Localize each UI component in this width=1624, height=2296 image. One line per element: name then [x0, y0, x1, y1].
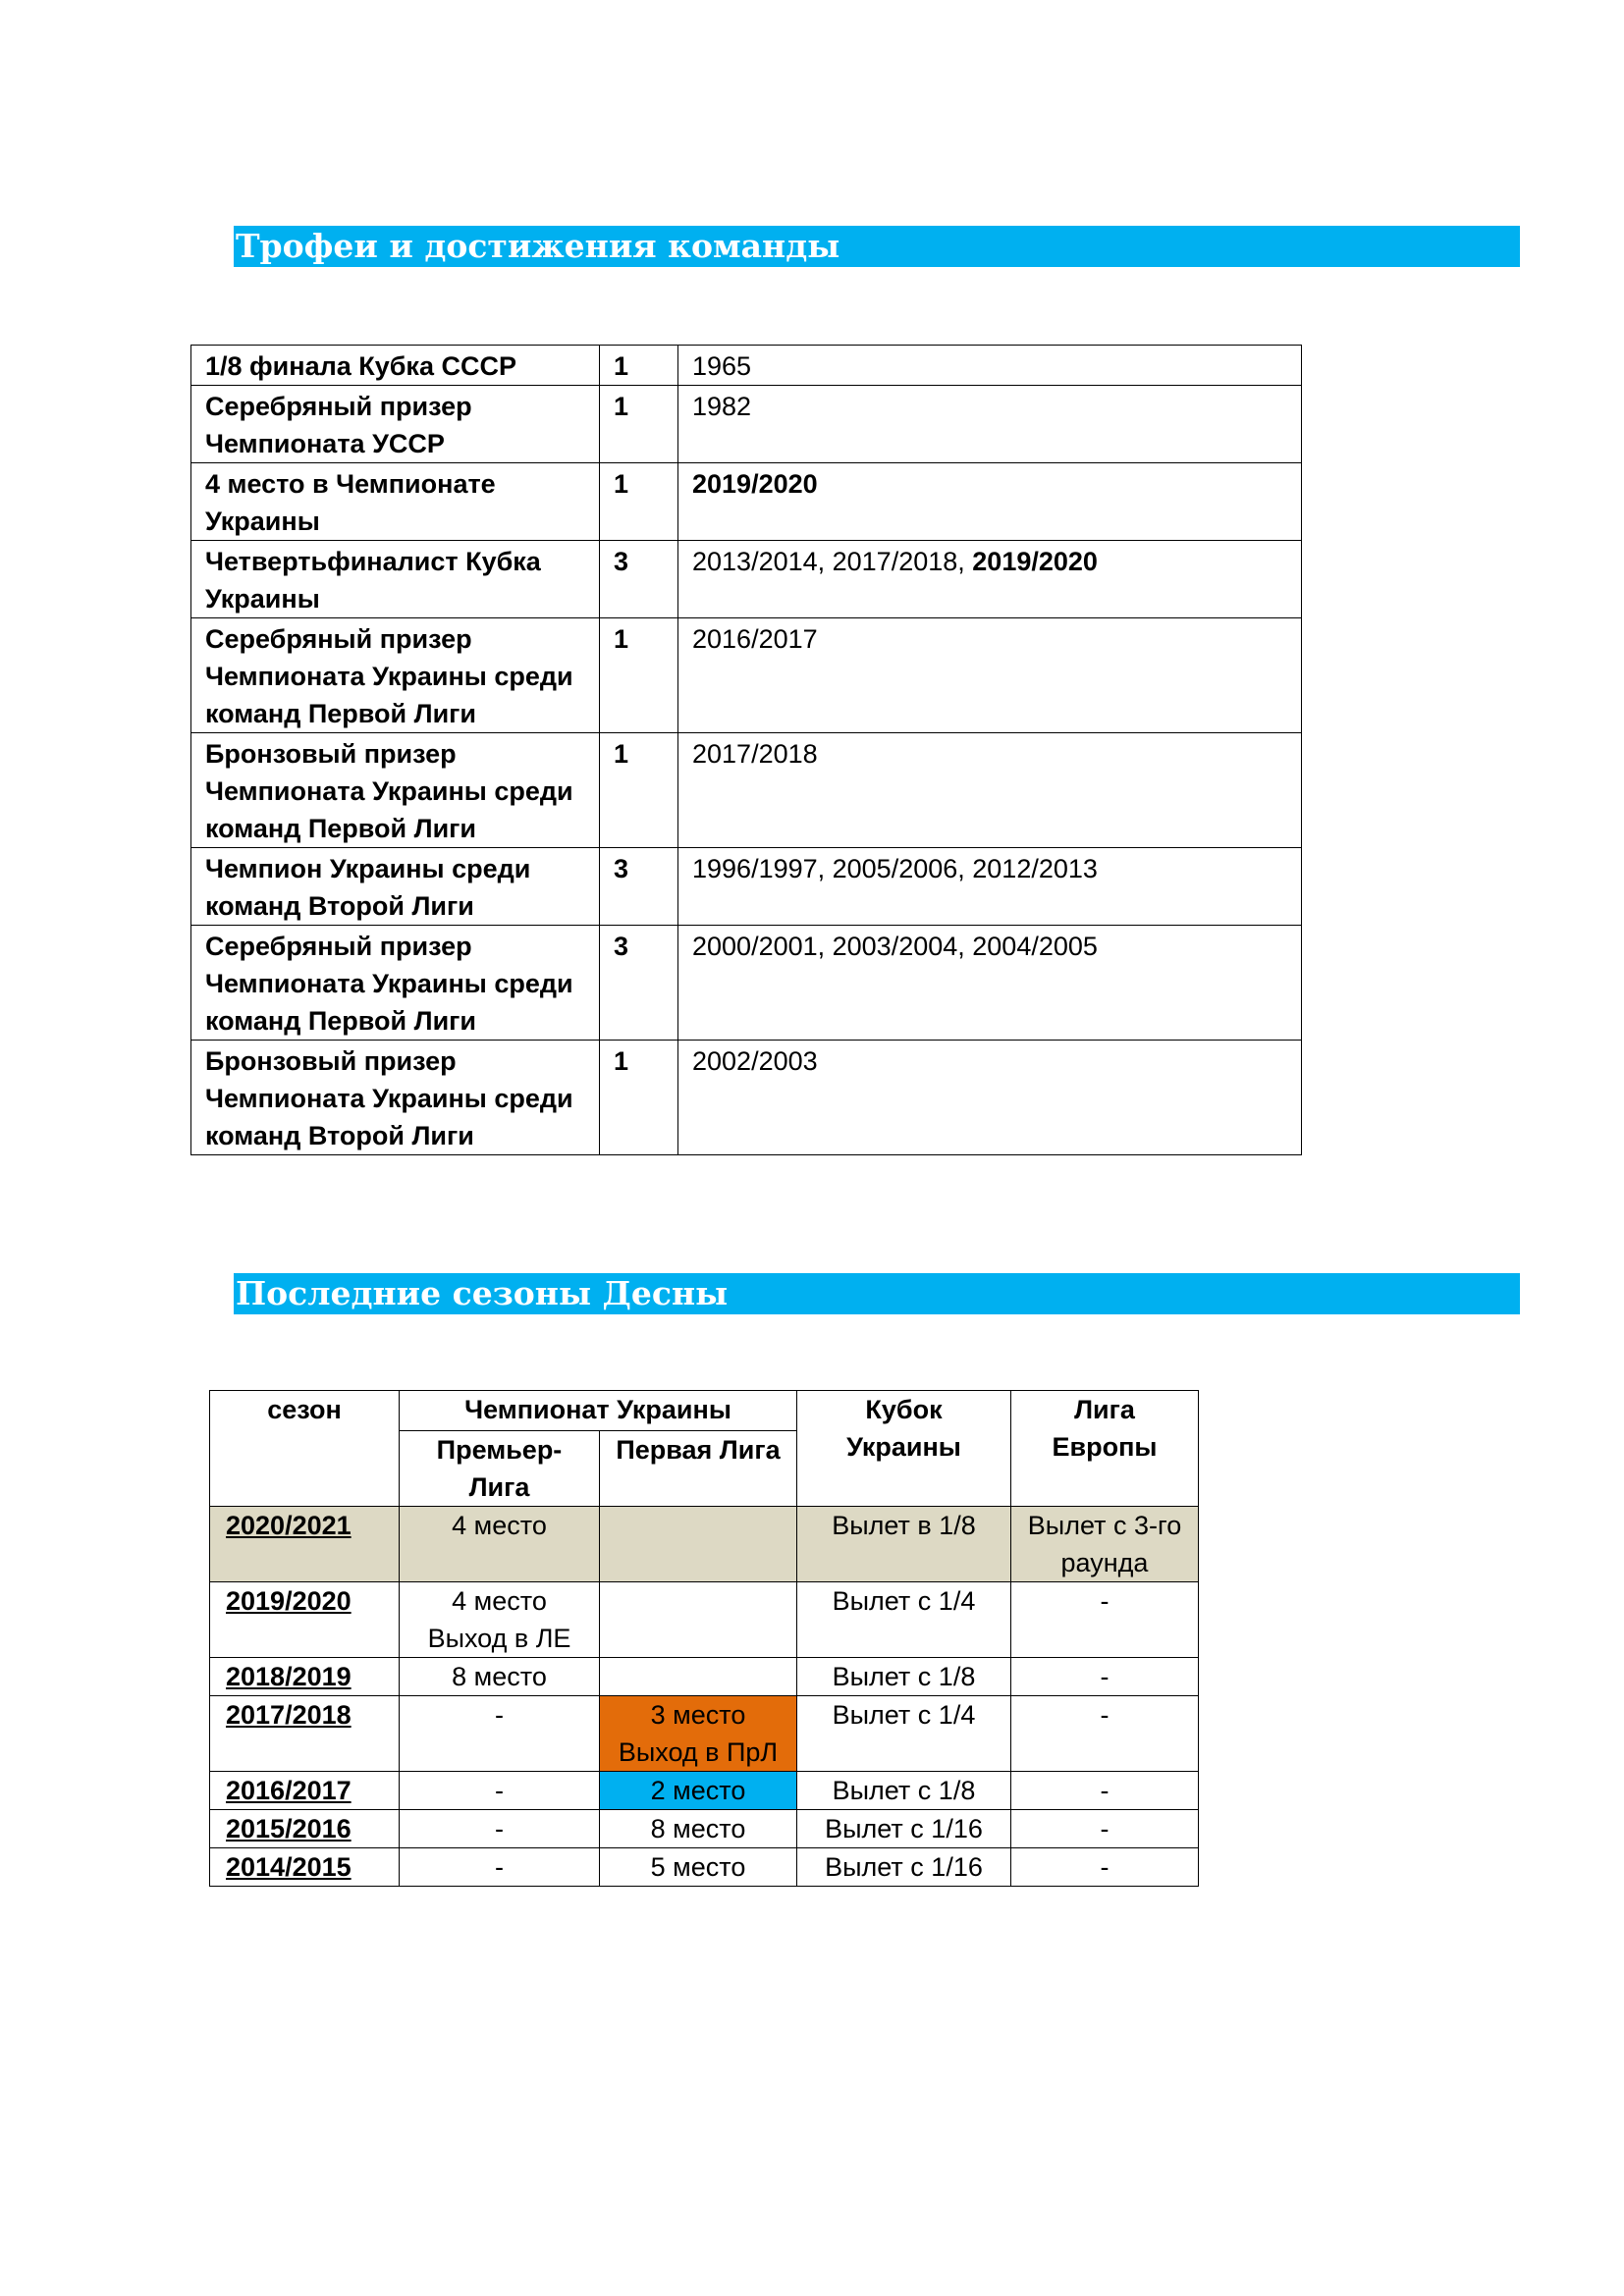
trophy-row	[191, 926, 1302, 1041]
season-cell: 2014/2015	[210, 1848, 400, 1887]
cup-cell: Вылет с 1/8	[797, 1772, 1011, 1810]
header-premier-league: Премьер-Лига	[400, 1431, 600, 1507]
trophy-year-text: 2016/2017	[692, 624, 818, 654]
season-cell: 2015/2016	[210, 1810, 400, 1848]
trophy-count: 1	[600, 1041, 678, 1155]
trophy-name: 1/8 финала Кубка СССР	[191, 346, 600, 386]
trophy-row	[191, 463, 1302, 541]
trophy-count: 3	[600, 848, 678, 926]
cup-cell: Вылет с 1/8	[797, 1658, 1011, 1696]
premier-league-cell: 4 место	[400, 1507, 600, 1582]
europa-league-cell: -	[1011, 1582, 1199, 1658]
trophies-heading: Трофеи и достижения команды	[234, 226, 1520, 267]
trophy-years	[678, 541, 1302, 618]
europa-league-cell: -	[1011, 1658, 1199, 1696]
europa-league-cell: Вылет с 3-го раунда	[1011, 1507, 1199, 1582]
header-cup: Кубок Украины	[797, 1391, 1011, 1507]
trophy-count: 3	[600, 926, 678, 1041]
trophy-count: 1	[600, 463, 678, 541]
seasons-heading: Последние сезоны Десны	[234, 1273, 1520, 1314]
trophy-row	[191, 848, 1302, 926]
season-row	[210, 1848, 1199, 1887]
europa-league-cell: -	[1011, 1848, 1199, 1887]
trophy-name: Четвертьфиналист Кубка Украины	[191, 541, 600, 618]
trophy-row	[191, 733, 1302, 848]
trophy-row	[191, 346, 1302, 386]
trophy-years	[678, 386, 1302, 463]
header-first-league: Первая Лига	[600, 1431, 797, 1507]
europa-league-cell: -	[1011, 1772, 1199, 1810]
first-league-cell: 3 место Выход в ПрЛ	[600, 1696, 797, 1772]
trophy-row	[191, 1041, 1302, 1155]
first-league-cell: 5 место	[600, 1848, 797, 1887]
europa-league-cell: -	[1011, 1810, 1199, 1848]
first-league-cell	[600, 1582, 797, 1658]
first-league-cell	[600, 1507, 797, 1582]
first-league-cell: 8 место	[600, 1810, 797, 1848]
season-row	[210, 1582, 1199, 1658]
trophy-year-text: 2013/2014, 2017/2018,	[692, 547, 973, 576]
trophy-years	[678, 926, 1302, 1041]
trophy-name: Серебряный призер Чемпионата Украины среди команд Первой Лиги	[191, 618, 600, 733]
first-league-cell: 2 место	[600, 1772, 797, 1810]
trophy-count: 1	[600, 618, 678, 733]
trophy-name: Чемпион Украины среди команд Второй Лиги	[191, 848, 600, 926]
europa-league-cell: -	[1011, 1696, 1199, 1772]
trophy-name: 4 место в Чемпионате Украины	[191, 463, 600, 541]
cup-cell: Вылет с 1/4	[797, 1582, 1011, 1658]
trophy-row	[191, 618, 1302, 733]
season-cell: 2019/2020	[210, 1582, 400, 1658]
trophy-count: 1	[600, 733, 678, 848]
premier-league-cell: -	[400, 1810, 600, 1848]
trophy-row	[191, 541, 1302, 618]
premier-league-cell: -	[400, 1848, 600, 1887]
trophy-years	[678, 1041, 1302, 1155]
header-championship: Чемпионат Украины	[400, 1391, 797, 1431]
season-row	[210, 1658, 1199, 1696]
season-row	[210, 1810, 1199, 1848]
cup-cell: Вылет с 1/16	[797, 1810, 1011, 1848]
cup-cell: Вылет с 1/4	[797, 1696, 1011, 1772]
trophy-year-text: 2017/2018	[692, 739, 818, 769]
trophy-year-text: 1965	[692, 351, 752, 381]
season-cell: 2018/2019	[210, 1658, 400, 1696]
season-cell: 2016/2017	[210, 1772, 400, 1810]
header-europa: Лига Европы	[1011, 1391, 1199, 1507]
trophy-year-text: 2000/2001, 2003/2004, 2004/2005	[692, 932, 1098, 961]
premier-league-cell: -	[400, 1696, 600, 1772]
trophy-year-text: 2019/2020	[692, 469, 818, 499]
trophy-row	[191, 386, 1302, 463]
trophy-years	[678, 346, 1302, 386]
season-cell: 2020/2021	[210, 1507, 400, 1582]
premier-league-cell: 8 место	[400, 1658, 600, 1696]
trophy-name: Бронзовый призер Чемпионата Украины среди команд Первой Лиги	[191, 733, 600, 848]
trophy-years	[678, 848, 1302, 926]
premier-league-cell: 4 место Выход в ЛЕ	[400, 1582, 600, 1658]
trophies-table	[190, 345, 1302, 1155]
trophy-count: 1	[600, 386, 678, 463]
first-league-cell	[600, 1658, 797, 1696]
cup-cell: Вылет в 1/8	[797, 1507, 1011, 1582]
trophy-year-text: 1982	[692, 392, 752, 421]
trophy-years	[678, 463, 1302, 541]
header-season: сезон	[210, 1391, 400, 1507]
trophy-count: 1	[600, 346, 678, 386]
premier-league-cell: -	[400, 1772, 600, 1810]
trophy-years	[678, 618, 1302, 733]
trophy-years	[678, 733, 1302, 848]
trophy-year-text: 2019/2020	[972, 547, 1098, 576]
season-row	[210, 1507, 1199, 1582]
season-row	[210, 1772, 1199, 1810]
cup-cell: Вылет с 1/16	[797, 1848, 1011, 1887]
seasons-table	[209, 1390, 1199, 1887]
trophy-name: Серебряный призер Чемпионата УССР	[191, 386, 600, 463]
season-cell: 2017/2018	[210, 1696, 400, 1772]
trophy-year-text: 1996/1997, 2005/2006, 2012/2013	[692, 854, 1098, 883]
trophy-name: Бронзовый призер Чемпионата Украины среди команд Второй Лиги	[191, 1041, 600, 1155]
trophy-count: 3	[600, 541, 678, 618]
trophy-name: Серебряный призер Чемпионата Украины среди команд Первой Лиги	[191, 926, 600, 1041]
season-row	[210, 1696, 1199, 1772]
trophy-year-text: 2002/2003	[692, 1046, 818, 1076]
